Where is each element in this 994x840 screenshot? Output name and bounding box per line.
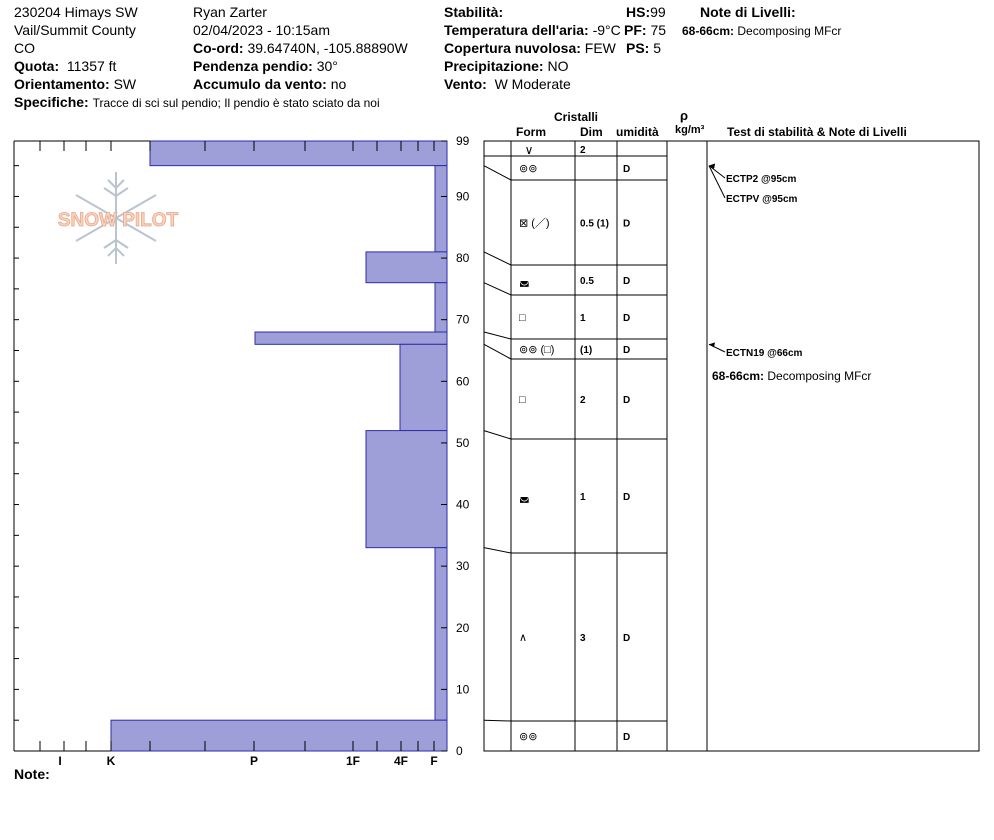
layer-moisture: D [623, 276, 631, 287]
table-connector [484, 283, 511, 295]
layer-moisture: D [623, 218, 631, 230]
state: CO [14, 40, 35, 56]
aspect: Orientamento: SW [14, 76, 137, 92]
density-unit: kg/m³ [675, 124, 705, 136]
specifics: Specifiche: Tracce di sci sul pendio; Il pendio è stato sciato da noi [14, 94, 380, 110]
layer-size: 1 [580, 313, 586, 324]
precipitation: Precipitazione: NO [444, 58, 569, 74]
layer-form: ⊚⊚ [519, 731, 538, 743]
hardness-bar [366, 252, 447, 283]
wind: Vento: W Moderate [444, 76, 571, 92]
hardness-bar [150, 141, 447, 166]
layer-notes-label: Note di Livelli: [700, 4, 796, 20]
tests-header: Test di stabilità & Note di Livelli [727, 125, 907, 139]
coordinates: Co-ord: 39.64740N, -105.88890W [193, 40, 408, 56]
moisture-header: umidità [616, 125, 659, 139]
test-arrow [709, 166, 725, 178]
depth-tick-label: 99 [456, 134, 470, 148]
snow-height: HS:99 [626, 4, 666, 20]
layer-form: ⊚⊚ (□) [519, 344, 555, 356]
hardness-label: 1F [345, 754, 361, 768]
table-connector [484, 332, 511, 339]
hardness-bar [111, 720, 447, 751]
depth-tick-label: 50 [456, 435, 470, 450]
table-connector [484, 344, 511, 359]
hardness-label: K [106, 754, 116, 768]
slope-angle: Pendenza pendio: 30° [193, 58, 338, 74]
air-temperature: Temperatura dell'aria: -9°C [444, 22, 621, 38]
surface-form: ∨ [524, 143, 534, 157]
depth-tick-label: 70 [456, 312, 470, 327]
layer-moisture: D [623, 313, 631, 324]
date-time: 02/04/2023 - 10:15am [193, 22, 330, 38]
test-arrow [709, 166, 725, 198]
table-connector [484, 431, 511, 439]
depth-tick-label: 40 [456, 497, 470, 512]
hardness-bar [255, 332, 447, 344]
crystals-header: Cristalli [554, 110, 599, 124]
wind-loading: Accumulo da vento: no [193, 76, 347, 92]
layer-size: (1) [580, 345, 593, 356]
depth-tick-label: 0 [456, 744, 463, 758]
depth-tick-label: 30 [456, 559, 470, 574]
hardness-bar [366, 431, 447, 548]
size-header: Dim [580, 125, 603, 139]
depth-tick-label: 60 [456, 374, 470, 389]
stability-test-label: ECTP2 @95cm [726, 174, 797, 185]
surface-size: 2 [580, 145, 586, 156]
layer-note: 68-66cm: Decomposing MFcr [712, 369, 872, 383]
foot-penetration: PF: 75 [624, 22, 667, 38]
table-border [484, 141, 979, 751]
layer-form: ◛ [519, 491, 530, 503]
notes-label: Note: [14, 766, 50, 782]
region: Vail/Summit County [14, 22, 136, 38]
hardness-label: I [58, 754, 62, 768]
layer-size: 1 [580, 492, 586, 503]
layer-moisture: D [623, 395, 631, 406]
layer-form: □ [519, 312, 526, 324]
table-connector [484, 548, 511, 553]
ski-penetration: PS: 5 [626, 40, 662, 56]
layer-moisture: D [623, 732, 631, 743]
table-connector [484, 720, 511, 721]
test-arrowhead [709, 342, 715, 347]
layer-form: ⊚⊚ [519, 163, 538, 175]
cloud-cover: Copertura nuvolosa: FEW [444, 40, 616, 56]
depth-tick-label: 90 [456, 189, 470, 204]
hardness-label: F [430, 754, 438, 768]
elevation: Quota: 11357 ft [14, 58, 117, 74]
depth-tick-label: 20 [456, 620, 470, 635]
layer-moisture: D [623, 633, 631, 644]
layer-form: □ [519, 394, 526, 406]
depth-tick-label: 80 [456, 251, 470, 266]
stability-test-label: ECTN19 @66cm [726, 348, 803, 359]
stability-label: Stabilità: [444, 4, 504, 20]
layer-size: 0.5 (1) [580, 218, 609, 230]
site-name: 230204 Himays SW [14, 4, 138, 20]
depth-tick-label: 10 [456, 682, 470, 697]
hardness-bar [400, 344, 447, 430]
form-header: Form [516, 125, 546, 139]
layer-note-header: 68-66cm: Decomposing MFcr [682, 24, 842, 38]
layer-size: 3 [580, 633, 586, 644]
table-connector [484, 166, 511, 180]
density-symbol: ρ [680, 108, 689, 123]
layer-form: ∧ [519, 632, 528, 644]
layer-size: 0.5 [580, 276, 594, 287]
stability-test-label: ECTPV @95cm [726, 194, 798, 205]
layer-moisture: D [623, 345, 631, 356]
layer-form: ⊠ (／) [519, 217, 550, 230]
hardness-bar [435, 166, 447, 252]
layer-form: ◛ [519, 275, 530, 287]
layer-moisture: D [623, 492, 631, 503]
hardness-bar [435, 283, 447, 332]
layer-size: 2 [580, 395, 586, 406]
svg-text:SNOW PILOT: SNOW PILOT [57, 210, 179, 231]
layer-moisture: D [623, 164, 631, 175]
hardness-label: P [249, 754, 259, 768]
observer: Ryan Zarter [193, 4, 267, 20]
hardness-bar [435, 548, 447, 721]
hardness-label: 4F [393, 754, 409, 768]
table-connector [484, 252, 511, 265]
